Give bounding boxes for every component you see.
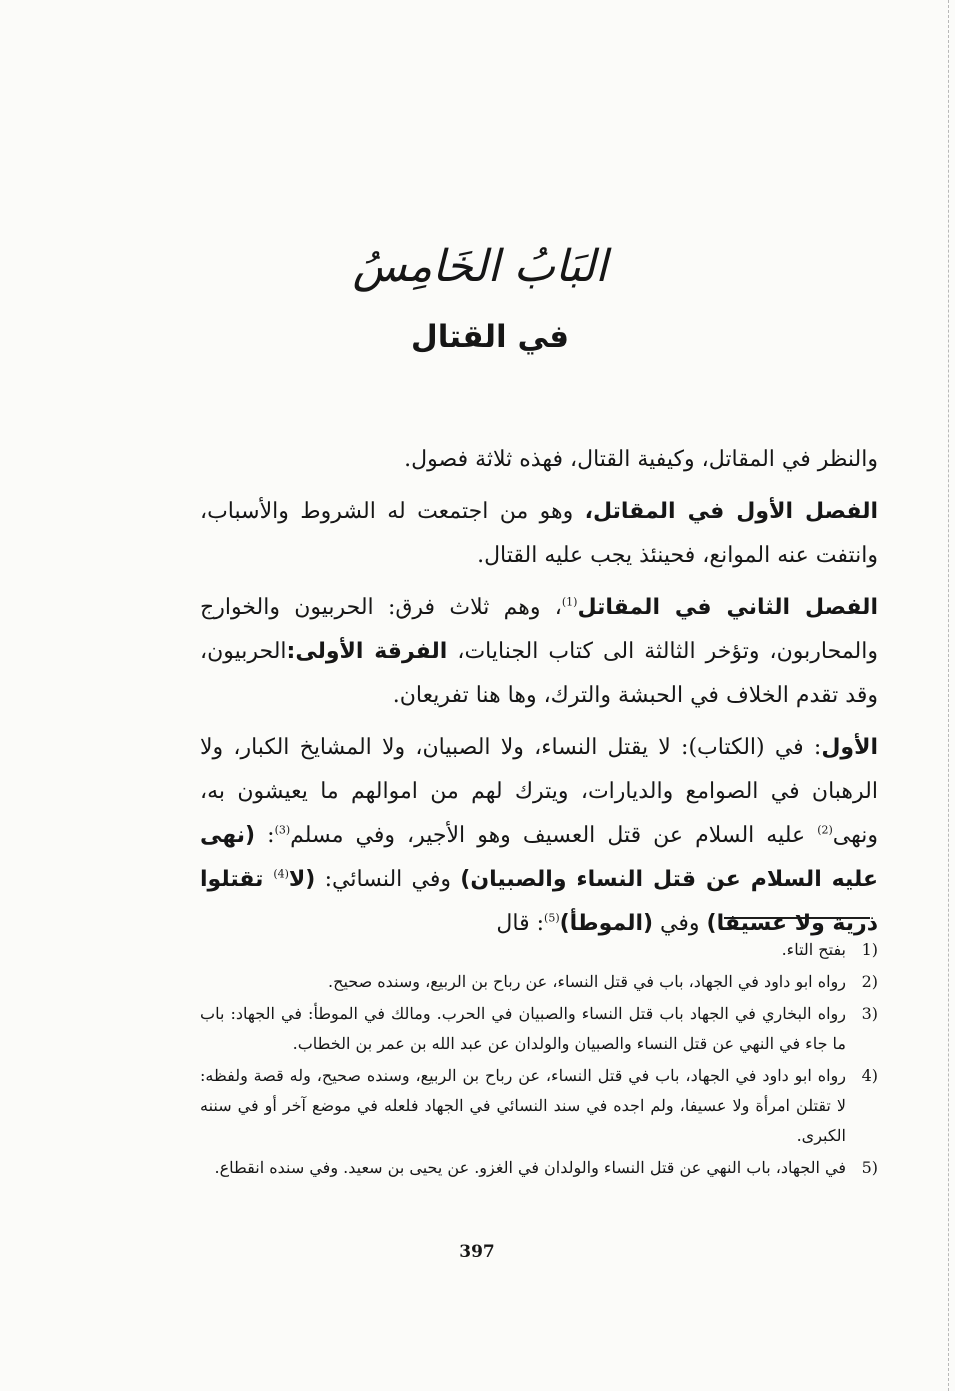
footnote-ref-3: (3)	[274, 823, 291, 837]
footnote-3	[200, 999, 878, 1059]
footnote-ref-2: (2)	[817, 823, 833, 837]
footnote-separator	[724, 917, 870, 919]
section-1-paragraph	[200, 490, 878, 578]
footnote-2	[200, 967, 878, 997]
footnotes	[200, 935, 878, 1185]
section-3-text-a: : في (الكتاب): لا يقتل النساء، ولا الصبيان، ولا المشايخ الكبار، ولا الرهبان في الصوامع والديارات، ويترك لهم من اموالهم ما يعيشون به، ونهى	[200, 735, 879, 848]
section-3-paragraph	[200, 726, 878, 946]
footnote-text: بفتح التاء.	[781, 940, 846, 959]
footnote-number: 3)	[861, 1004, 878, 1023]
section-3-text-f: : قال	[496, 911, 545, 936]
footnote-text: في الجهاد، باب النهي عن قتل النساء والولدان في الغزو. عن يحيى بن سعيد. وفي سنده انقطاع.	[214, 1158, 846, 1177]
footnote-text: رواه ابو داود في الجهاد، باب في قتل النساء، عن رباح بن الربيع، وسنده صحيح.	[328, 972, 846, 991]
section-3-text-c: :	[255, 823, 275, 848]
footnote-ref-4: (4)	[273, 867, 289, 881]
footnote-text: رواه البخاري في الجهاد باب قتل النساء والصبيان في الحرب. ومالك في الموطأ: في الجهاد: باب ما جاء في النهي عن قتل النساء والصبيان والولدان عن عبد الله بن عمر بن الخطاب.	[200, 1004, 846, 1053]
section-3-text-d: وفي النسائي:	[315, 867, 461, 892]
section-1-text: وهو من اجتمعت له الشروط والأسباب، وانتفت عنه الموانع، فحينئذ يجب عليه القتال.	[200, 499, 878, 568]
section-3-text-e: وفي	[653, 911, 707, 936]
footnote-number: 5)	[861, 1158, 878, 1177]
footnote-ref-5: (5)	[544, 911, 560, 925]
section-2-heading: الفصل الثاني في المقاتل	[577, 595, 878, 620]
footnote-number: 4)	[861, 1066, 878, 1085]
section-3-text-b: عليه السلام عن قتل العسيف وهو الأجير، وفي مسلم	[290, 823, 818, 848]
footnote-ref-1: (1)	[561, 595, 578, 609]
hadith-quote-2-open: (لا	[288, 867, 316, 892]
body-text	[200, 438, 878, 954]
intro-paragraph: والنظر في المقاتل، وكيفية القتال، فهذه ثلاثة فصول.	[404, 447, 878, 472]
section-3-heading: الأول	[821, 735, 878, 760]
section-2-text-b: الحربيون، وقد تقدم الخلاف في الحبشة والترك، وها هنا تفريعان.	[200, 639, 878, 708]
muwatta-ref: (الموطأ)	[559, 911, 654, 936]
page-edge-line	[948, 0, 949, 1391]
page-number: 397	[459, 1242, 495, 1262]
section-2-text-a: ، وهم ثلاث فرق: الحربيون والخوارج والمحاربون، وتؤخر الثالثة الى كتاب الجنايات،	[200, 595, 878, 664]
footnote-number: 1)	[861, 940, 878, 959]
section-1-heading: الفصل الأول في المقاتل،	[584, 499, 878, 524]
footnote-number: 2)	[861, 972, 878, 991]
hadith-quote-2-rest: تقتلوا ذرية ولا عسيفا)	[200, 867, 878, 936]
hadith-quote-1: (نهى عليه السلام عن قتل النساء والصبيان)	[200, 823, 878, 892]
footnote-5	[200, 1153, 878, 1183]
chapter-subtitle: في القتال	[410, 319, 570, 355]
footnote-1	[200, 935, 878, 965]
section-2-paragraph	[200, 586, 878, 718]
footnote-text: رواه ابو داود في الجهاد، باب في قتل النساء، عن رباح بن الربيع، وسنده صحيح، وله قصة ولفظه: لا تقتلن امرأة ولا عسيفا، ولم اجده في سند النسائي في الجهاد فلعله في موضع آخر أو في سننه الكبرى.	[200, 1066, 846, 1145]
footnote-4	[200, 1061, 878, 1151]
chapter-title: البَابُ الخَامِسُ	[352, 241, 608, 292]
group-label: الفرقة الأولى:	[286, 639, 448, 664]
